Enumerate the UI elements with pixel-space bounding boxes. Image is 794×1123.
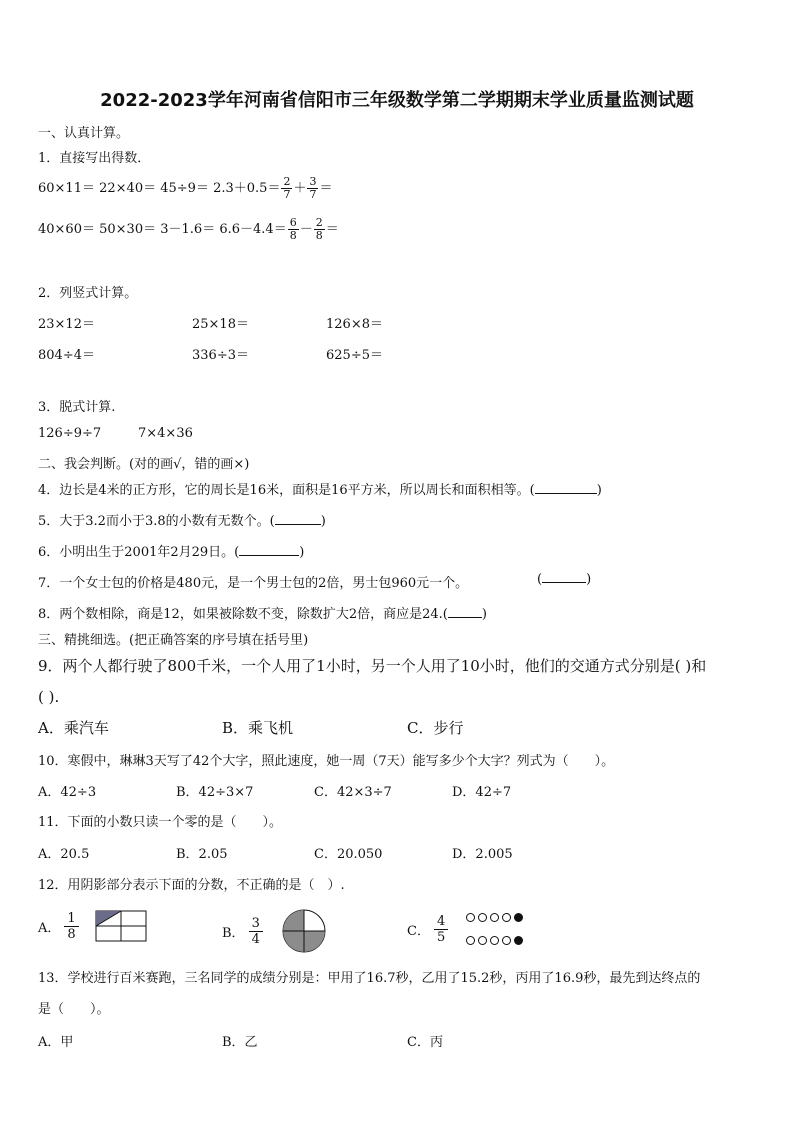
fraction: $\frac{2}{8}$	[315, 216, 323, 242]
q2-r1-c1: 336÷3＝	[192, 348, 249, 363]
grid-shape-icon	[95, 910, 147, 942]
fraction: $\frac{3}{7}$	[309, 175, 317, 201]
q10-option-b[interactable]: B．42÷3×7	[176, 785, 254, 800]
q9-line1: 9．两个人都行驶了800千米，一个人用了1小时，另一个人用了10小时，他们的交通方式分别是( )和	[38, 657, 707, 675]
circle-icon	[478, 913, 487, 922]
section1-heading: 一、认真计算。	[38, 126, 130, 141]
q3-item-1: 7×4×36	[138, 426, 193, 441]
q2-r0-c1: 25×18＝	[192, 317, 249, 332]
answer-blank[interactable]	[239, 555, 299, 556]
q12-option-b[interactable]: B． 3 4	[222, 908, 327, 954]
q1-r1-i3: 2.3＋0.5＝	[213, 181, 281, 196]
q13-option-c[interactable]: C．丙	[407, 1035, 443, 1050]
q2-r1-c0: 804÷4＝	[38, 348, 95, 363]
q2-r1-c2: 625÷5＝	[326, 348, 383, 363]
circle-icon	[466, 913, 475, 922]
q10-text: 10．寒假中，琳琳3天写了42个大字，照此速度，她一周（7天）能写多少个大字？列式为（ ）。	[38, 754, 615, 769]
q11-option-b[interactable]: B．2.05	[176, 847, 228, 862]
q11-option-c[interactable]: C．20.050	[314, 847, 383, 862]
circle-grid	[466, 910, 526, 948]
q2-r0-c2: 126×8＝	[326, 317, 383, 332]
q2-r0-c0: 23×12＝	[38, 317, 95, 332]
fraction: 4 5	[434, 914, 448, 945]
q1-r1-i2: 45÷9＝	[160, 181, 209, 196]
equals: ＝	[325, 222, 339, 237]
circle-icon	[502, 936, 511, 945]
q1-r1-i1: 22×40＝	[99, 181, 157, 196]
circle-icon	[478, 936, 487, 945]
judge-item-5: 5．大于3.2而小于3.8的小数有无数个。( )	[38, 514, 326, 529]
q12-option-c[interactable]: C． 4 5	[407, 910, 526, 948]
fraction: $\frac{6}{8}$	[289, 216, 297, 242]
q2-label: 2．列竖式计算。	[38, 286, 138, 301]
q1-label: 1．直接写出得数．	[38, 151, 151, 166]
filled-circle-icon	[514, 936, 523, 945]
q11-option-d[interactable]: D．2.005	[452, 847, 513, 862]
q10-option-d[interactable]: D．42÷7	[452, 785, 512, 800]
equals: ＝	[319, 181, 333, 196]
circle-row-1	[466, 910, 526, 925]
answer-blank[interactable]	[542, 582, 586, 583]
q11-option-a[interactable]: A．20.5	[38, 847, 90, 862]
q12-text: 12．用阴影部分表示下面的分数，不正确的是（ ）.	[38, 878, 345, 893]
judge-item-7-answer: ( )	[537, 572, 592, 587]
q13-option-a[interactable]: A．甲	[38, 1035, 74, 1050]
q9-option-c[interactable]: C．步行	[407, 719, 464, 737]
q1-r2-i1: 50×30＝	[99, 222, 157, 237]
fraction: $\frac{2}{7}$	[283, 175, 291, 201]
filled-circle-icon	[514, 913, 523, 922]
page-title: 2022-2023学年河南省信阳市三年级数学第二学期期末学业质量监测试题	[100, 90, 694, 111]
section2-heading: 二、我会判断。(对的画√，错的画×)	[38, 457, 250, 472]
q11-text: 11．下面的小数只读一个零的是（ ）。	[38, 815, 283, 830]
q13-line1: 13．学校进行百米赛跑，三名同学的成绩分别是：甲用了16.7秒，乙用了15.2秒，丙用了16.9秒，最先到达终点的	[38, 971, 701, 986]
q13-option-b[interactable]: B．乙	[222, 1035, 258, 1050]
judge-item-6: 6．小明出生于2001年2月29日。( )	[38, 545, 305, 560]
q1-row2	[38, 217, 339, 242]
circle-row-2	[466, 933, 526, 948]
q1-r2-i3: 6.6－4.4＝	[219, 222, 287, 237]
operator: －	[299, 222, 313, 237]
q9-line2: ( ).	[38, 688, 60, 706]
q10-option-a[interactable]: A．42÷3	[38, 785, 97, 800]
answer-blank[interactable]	[448, 617, 482, 618]
fraction: 3 4	[249, 916, 263, 947]
q3-label: 3．脱式计算.	[38, 400, 116, 415]
q9-option-a[interactable]: A．乘汽车	[38, 719, 109, 737]
fraction: 1 8	[64, 911, 78, 942]
judge-item-8: 8．两个数相除，商是12，如果被除数不变，除数扩大2倍，商应是24.( )	[38, 607, 487, 622]
q1-r2-i2: 3－1.6＝	[160, 222, 216, 237]
pie-shape-icon	[281, 908, 327, 954]
circle-icon	[490, 913, 499, 922]
section3-heading: 三、精挑细选。(把正确答案的序号填在括号里)	[38, 633, 309, 648]
q9-option-b[interactable]: B．乘飞机	[222, 719, 294, 737]
answer-blank[interactable]	[275, 524, 321, 525]
circle-icon	[466, 936, 475, 945]
judge-item-4: 4．边长是4米的正方形，它的周长是16米，面积是16平方米，所以周长和面积相等。( )	[38, 483, 602, 498]
q3-item-0: 126÷9÷7	[38, 426, 102, 441]
operator: ＋	[293, 181, 307, 196]
judge-item-7: 7．一个女士包的价格是480元，是一个男士包的2倍，男士包960元一个。	[38, 576, 469, 591]
answer-blank[interactable]	[535, 493, 597, 494]
q1-row1	[38, 176, 333, 201]
circle-icon	[502, 913, 511, 922]
q1-r1-i0: 60×11＝	[38, 181, 95, 196]
circle-icon	[490, 936, 499, 945]
q10-option-c[interactable]: C．42×3÷7	[314, 785, 392, 800]
q13-line2: 是（ ）。	[38, 1002, 110, 1017]
q1-r2-i0: 40×60＝	[38, 222, 95, 237]
q12-option-a[interactable]: A． 1 8	[38, 910, 147, 942]
